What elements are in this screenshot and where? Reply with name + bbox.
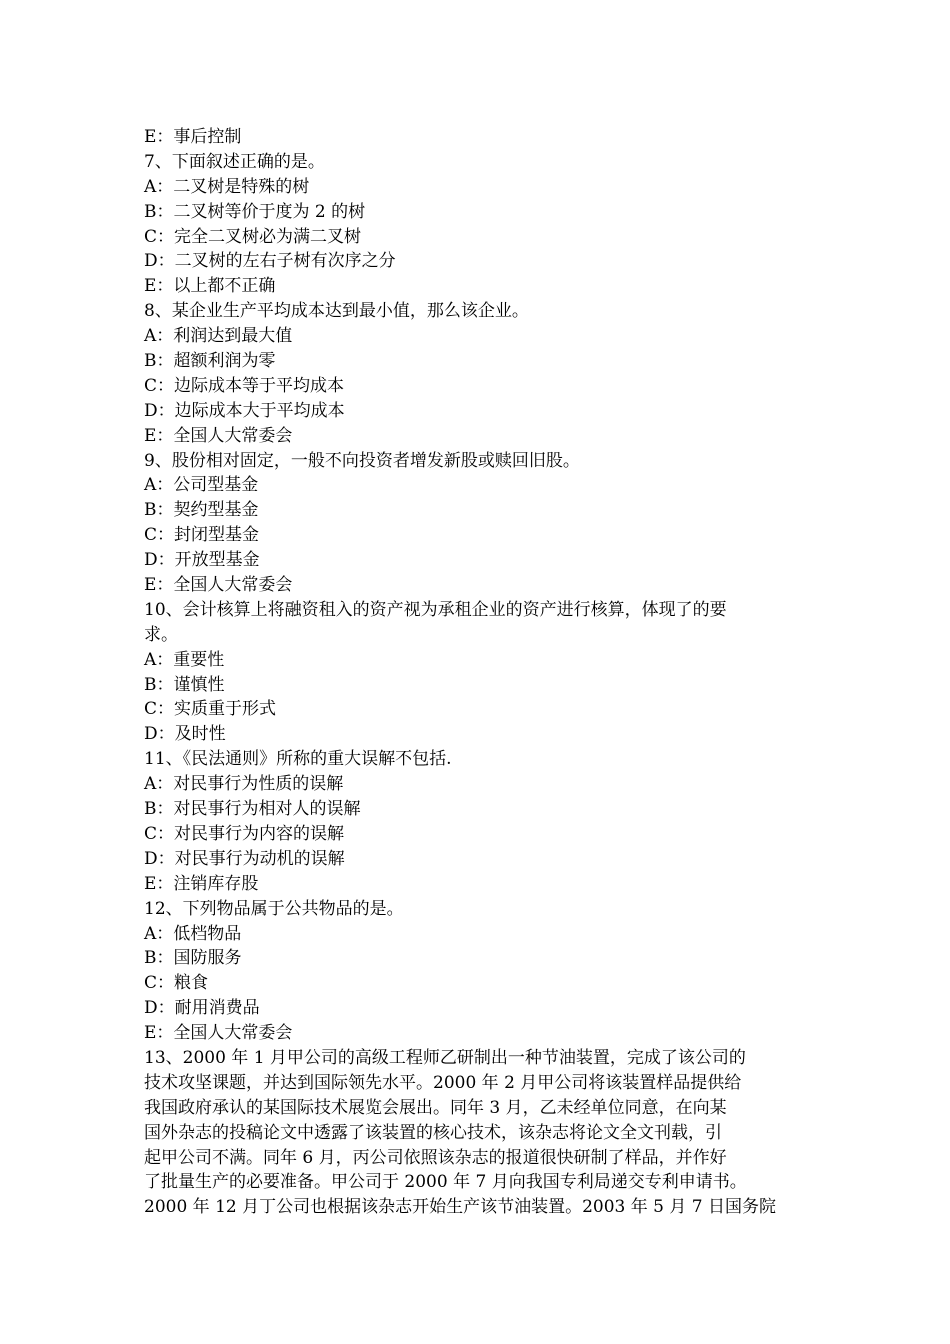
option-line: B：对民事行为相对人的误解 [144,799,361,820]
question-13: 13、2000 年 1 月甲公司的高级工程师乙研制出一种节油装置，完成了该公司的 [144,1047,746,1068]
question-13-cont: 起甲公司不满。同年 6 月，丙公司依照该杂志的报道很快研制了样品，并作好 [144,1147,727,1168]
option-line: A：低档物品 [144,923,242,944]
option-line: A：利润达到最大值 [144,326,293,347]
option-line: E：全国人大常委会 [144,575,293,596]
option-line: D：开放型基金 [144,550,260,571]
option-line: C：边际成本等于平均成本 [144,375,345,396]
option-line: E：以上都不正确 [144,276,276,297]
option-line: A：二叉树是特殊的树 [144,176,310,197]
option-line: B：超额利润为零 [144,351,276,372]
question-10-cont: 求。 [144,624,178,645]
question-11: 11、《民法通则》所称的重大误解不包括. [144,749,452,770]
option-line: D：边际成本大于平均成本 [144,400,345,421]
option-line: B：谨慎性 [144,674,225,695]
option-line: E：全国人大常委会 [144,425,293,446]
question-13-cont: 了批量生产的必要准备。甲公司于 2000 年 7 月向我国专利局递交专利申请书。 [144,1172,747,1193]
option-line: D：及时性 [144,724,226,745]
question-8: 8、某企业生产平均成本达到最小值，那么该企业。 [144,301,529,322]
question-13-cont: 2000 年 12 月丁公司也根据该杂志开始生产该节油装置。2003 年 5 月 7 日国务院 [144,1197,777,1218]
question-12: 12、下列物品属于公共物品的是。 [144,898,404,919]
option-line: D：二叉树的左右子树有次序之分 [144,251,396,272]
option-line: E：全国人大常委会 [144,1023,293,1044]
option-line: C：完全二叉树必为满二叉树 [144,226,362,247]
option-line: C：对民事行为内容的误解 [144,823,345,844]
option-line: C：封闭型基金 [144,525,260,546]
option-line: A：公司型基金 [144,475,259,496]
question-13-cont: 技术攻坚课题，并达到国际领先水平。2000 年 2 月甲公司将该装置样品提供给 [144,1072,742,1093]
document-body [144,125,824,1220]
question-13-cont: 我国政府承认的某国际技术展览会展出。同年 3 月，乙未经单位同意，在向某 [144,1097,727,1118]
text-line: E：事后控制 [144,127,242,147]
option-line: C：实质重于形式 [144,699,277,720]
option-line: B：国防服务 [144,948,242,969]
option-line: E：注销库存股 [144,873,259,894]
question-10: 10、会计核算上将融资租入的资产视为承租企业的资产进行核算，体现了的要 [144,599,727,620]
option-line: A：对民事行为性质的误解 [144,774,344,795]
option-line: A：重要性 [144,649,225,670]
question-13-cont: 国外杂志的投稿论文中透露了该装置的核心技术，该杂志将论文全文刊载，引 [144,1122,722,1143]
option-line: B：契约型基金 [144,500,259,521]
question-7: 7、下面叙述正确的是。 [144,151,325,172]
option-line: C：粮食 [144,973,209,994]
question-9: 9、股份相对固定，一般不向投资者增发新股或赎回旧股。 [144,450,580,471]
option-line: D：对民事行为动机的误解 [144,848,345,869]
option-line: D：耐用消费品 [144,998,260,1019]
option-line: B：二叉树等价于度为 2 的树 [144,201,366,222]
